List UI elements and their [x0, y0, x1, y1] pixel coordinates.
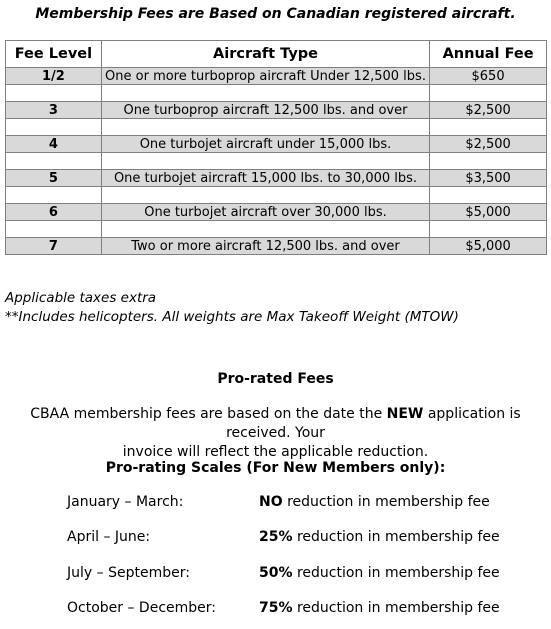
- paragraph-text: application is received. Your: [226, 406, 521, 441]
- annual-fee-cell: $2,500: [430, 102, 547, 119]
- page-title: Membership Fees are Based on Canadian registered aircraft.: [35, 6, 516, 22]
- table-spacer-row: [6, 119, 547, 136]
- annual-fee-cell: $3,500: [430, 170, 547, 187]
- aircraft-type-cell: One turbojet aircraft under 15,000 lbs.: [101, 136, 429, 153]
- scale-period: July – September:: [67, 565, 190, 581]
- scale-reduction: [259, 600, 500, 616]
- fee-level-cell: 6: [6, 204, 102, 221]
- fee-level-cell: 5: [6, 170, 102, 187]
- header-fee-level: Fee Level: [6, 41, 102, 68]
- annual-fee-cell: $5,000: [430, 238, 547, 255]
- annual-fee-cell: $5,000: [430, 204, 547, 221]
- table-spacer-row: [6, 85, 547, 102]
- aircraft-type-cell: One turbojet aircraft 15,000 lbs. to 30,000 lbs.: [101, 170, 429, 187]
- taxes-note: Applicable taxes extra: [5, 290, 157, 306]
- fee-level-cell: 7: [6, 238, 102, 255]
- aircraft-type-cell: One turbojet aircraft over 30,000 lbs.: [101, 204, 429, 221]
- header-annual-fee: Annual Fee: [430, 41, 547, 68]
- scale-period: October – December:: [67, 600, 216, 616]
- annual-fee-cell: $2,500: [430, 136, 547, 153]
- table-row: [6, 170, 547, 187]
- fee-table: [5, 40, 547, 255]
- table-spacer-row: [6, 221, 547, 238]
- scale-period: April – June:: [67, 529, 151, 545]
- reduction-text: reduction in membership fee: [292, 529, 500, 545]
- scale-reduction: [259, 494, 490, 510]
- aircraft-type-cell: Two or more aircraft 12,500 lbs. and over: [101, 238, 429, 255]
- table-row: [6, 238, 547, 255]
- reduction-text: reduction in membership fee: [292, 600, 500, 616]
- paragraph-text: invoice will reflect the applicable reduction.: [122, 444, 429, 460]
- paragraph-text: CBAA membership fees are based on the date the: [30, 406, 387, 422]
- helicopters-note: **Includes helicopters. All weights are Max Takeoff Weight (MTOW): [5, 309, 459, 325]
- table-row: [6, 68, 547, 85]
- reduction-amount: NO: [259, 494, 283, 510]
- fee-level-cell: 1/2: [6, 68, 102, 85]
- prorating-scales-title: Pro-rating Scales (For New Members only):: [105, 460, 446, 476]
- fee-level-cell: 4: [6, 136, 102, 153]
- scale-row: [0, 494, 551, 514]
- table-spacer-row: [6, 187, 547, 204]
- paragraph-new-emphasis: NEW: [386, 406, 424, 422]
- reduction-text: reduction in membership fee: [282, 494, 490, 510]
- reduction-amount: 25%: [259, 529, 293, 545]
- table-row: [6, 204, 547, 221]
- prorated-fees-title: Pro-rated Fees: [217, 371, 334, 387]
- scale-row: [0, 529, 551, 549]
- scale-reduction: [259, 565, 500, 581]
- aircraft-type-cell: One or more turboprop aircraft Under 12,500 lbs.: [101, 68, 429, 85]
- table-row: [6, 102, 547, 119]
- fee-level-cell: 3: [6, 102, 102, 119]
- aircraft-type-cell: One turboprop aircraft 12,500 lbs. and over: [101, 102, 429, 119]
- scale-reduction: [259, 529, 500, 545]
- scale-row: [0, 565, 551, 585]
- fee-table-header: [6, 41, 547, 68]
- scale-row: [0, 600, 551, 620]
- annual-fee-cell: $650: [430, 68, 547, 85]
- reduction-amount: 50%: [259, 565, 293, 581]
- table-spacer-row: [6, 153, 547, 170]
- header-aircraft-type: Aircraft Type: [101, 41, 429, 68]
- reduction-text: reduction in membership fee: [292, 565, 500, 581]
- table-row: [6, 136, 547, 153]
- reduction-amount: 75%: [259, 600, 293, 616]
- scale-period: January – March:: [67, 494, 184, 510]
- prorated-paragraph: [0, 405, 551, 462]
